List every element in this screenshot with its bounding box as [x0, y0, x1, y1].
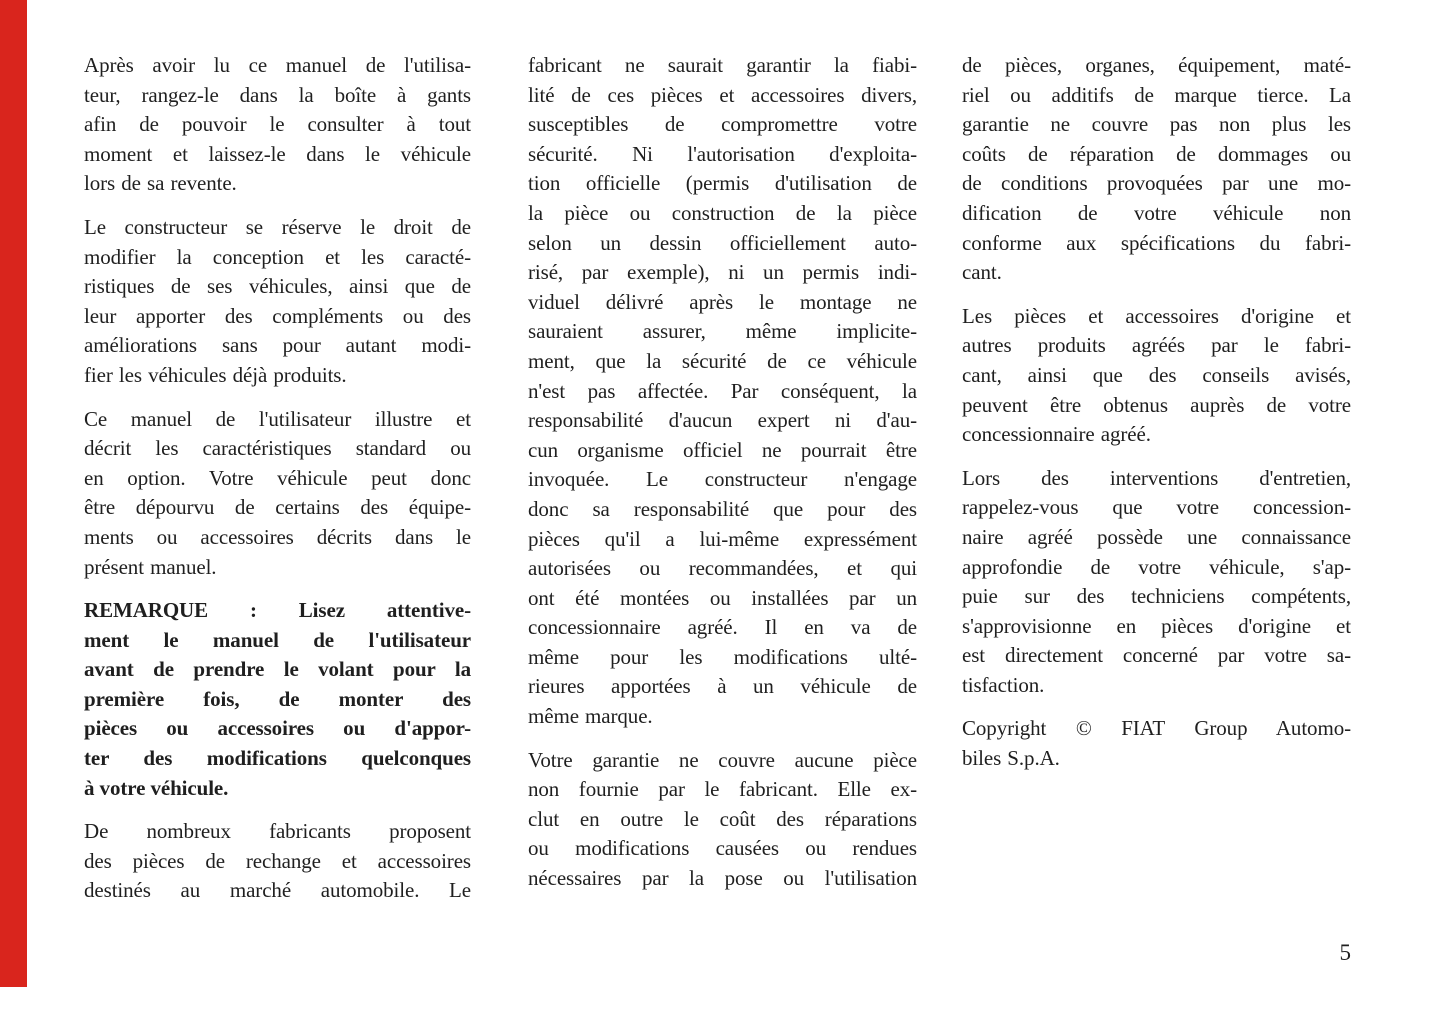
text-line: modifier la conception et les caracté- [84, 244, 471, 269]
text-line: même pour les modifications ulté- [528, 644, 917, 669]
text-line: tion officielle (permis d'utilisation de [528, 171, 917, 196]
text-line: ou modifications causées ou rendues [528, 836, 917, 861]
text-line: des pièces de rechange et accessoires [84, 848, 471, 873]
text-line: tisfaction. [962, 672, 1045, 697]
text-line: la pièce ou construction de la pièce [528, 200, 917, 225]
text-line: riel ou additifs de marque tierce. La [962, 82, 1351, 107]
paragraph [528, 51, 917, 732]
text-line: concessionnaire agréé. Il en va de [528, 615, 917, 640]
text-line: leur apporter des compléments ou des [84, 303, 471, 328]
paragraph [84, 51, 471, 199]
text-line: ment, que la sécurité de ce véhicule [528, 348, 917, 373]
text-line: à votre véhicule. [84, 775, 229, 800]
text-line: rieures apportées à un véhicule de [528, 674, 917, 699]
text-line: approfondie de votre véhicule, s'ap- [962, 554, 1351, 579]
text-line: moment et laissez-le dans le véhicule [84, 141, 471, 166]
text-line: risé, par exemple), ni un permis indi- [528, 260, 917, 285]
column-3 [962, 51, 1351, 788]
text-line: Votre garantie ne couvre aucune pièce [528, 747, 917, 772]
text-line: ment le manuel de l'utilisateur [84, 627, 471, 652]
text-line: rappelez-vous que votre concession- [962, 495, 1351, 520]
text-line: ristiques de ses véhicules, ainsi que de [84, 274, 471, 299]
text-line: ter des modifications quelconques [84, 746, 471, 771]
page-number: 5 [1339, 940, 1351, 965]
text-line: dification de votre véhicule non [962, 200, 1351, 225]
paragraph-note-bold [84, 596, 471, 803]
text-line: autres produits agréés par le fabri- [962, 333, 1351, 358]
text-line: Ce manuel de l'utilisateur illustre et [84, 406, 471, 431]
text-line: en option. Votre véhicule peut donc [84, 465, 471, 490]
text-line: sécurité. Ni l'autorisation d'exploita- [528, 141, 917, 166]
text-line: être dépourvu de certains des équipe- [84, 495, 471, 520]
text-line: fier les véhicules déjà produits. [84, 362, 347, 387]
text-line: invoquée. Le constructeur n'engage [528, 467, 917, 492]
text-line: décrit les caractéristiques standard ou [84, 436, 471, 461]
text-line: Lors des interventions d'entretien, [962, 465, 1351, 490]
text-line: cant. [962, 260, 1002, 285]
text-line: sauraient assurer, même implicite- [528, 319, 917, 344]
text-line: pièces qu'il a lui-même expressément [528, 526, 917, 551]
text-line: non fournie par le fabricant. Elle ex- [528, 777, 917, 802]
text-line: donc sa responsabilité que pour des [528, 496, 917, 521]
text-line: fabricant ne saurait garantir la fiabi- [528, 53, 917, 77]
text-line: viduel délivré après le montage ne [528, 289, 917, 314]
text-line: cant, ainsi que des conseils avisés, [962, 362, 1351, 387]
text-line: teur, rangez-le dans la boîte à gants [84, 82, 471, 107]
paragraph [962, 302, 1351, 450]
text-line: première fois, de monter des [84, 686, 471, 711]
text-line: de conditions provoquées par une mo- [962, 171, 1351, 196]
text-line: concessionnaire agréé. [962, 422, 1151, 447]
text-line: puie sur des techniciens compétents, [962, 584, 1351, 609]
text-line: afin de pouvoir le consulter à tout [84, 112, 471, 137]
text-line: présent manuel. [84, 554, 217, 579]
column-1 [84, 51, 471, 920]
text-line: améliorations sans pour autant modi- [84, 333, 471, 358]
text-line: autorisées ou recommandées, et qui [528, 556, 917, 581]
text-line: lité de ces pièces et accessoires divers, [528, 82, 917, 107]
text-line: clut en outre le coût des réparations [528, 806, 917, 831]
text-line: garantie ne couvre pas non plus les [962, 112, 1351, 137]
text-line: ont été montées ou installées par un [528, 585, 917, 610]
paragraph [84, 817, 471, 906]
paragraph [84, 405, 471, 583]
text-line: est directement concerné par votre sa- [962, 643, 1351, 668]
text-line: n'est pas affectée. Par conséquent, la [528, 378, 917, 403]
text-line: Copyright © FIAT Group Automo- [962, 716, 1351, 741]
text-line: Les pièces et accessoires d'origine et [962, 303, 1351, 328]
text-line: avant de prendre le volant pour la [84, 657, 471, 682]
column-2 [528, 51, 917, 908]
text-line: peuvent être obtenus auprès de votre [962, 392, 1351, 417]
paragraph [962, 714, 1351, 773]
text-line: s'approvisionne en pièces d'origine et [962, 613, 1351, 638]
text-line: REMARQUE : Lisez attentive- [84, 598, 471, 623]
paragraph [962, 464, 1351, 701]
text-line: naire agréé possède une connaissance [962, 524, 1351, 549]
paragraph [84, 213, 471, 391]
text-line: selon un dessin officiellement auto- [528, 230, 917, 255]
text-line: lors de sa revente. [84, 171, 237, 196]
text-line: conforme aux spécifications du fabri- [962, 230, 1351, 255]
text-line: responsabilité d'aucun expert ni d'au- [528, 408, 917, 433]
text-line: susceptibles de compromettre votre [528, 112, 917, 137]
text-line: même marque. [528, 704, 653, 729]
text-line: Après avoir lu ce manuel de l'utilisa- [84, 53, 471, 77]
text-line: pièces ou accessoires ou d'appor- [84, 716, 471, 741]
text-line: coûts de réparation de dommages ou [962, 141, 1351, 166]
text-line: de pièces, organes, équipement, maté- [962, 53, 1351, 77]
paragraph [528, 746, 917, 894]
text-line: destinés au marché automobile. Le [84, 878, 471, 903]
text-line: ments ou accessoires décrits dans le [84, 524, 471, 549]
text-line: De nombreux fabricants proposent [84, 819, 471, 844]
text-line: biles S.p.A. [962, 746, 1060, 771]
text-line: nécessaires par la pose ou l'utilisation [528, 866, 917, 891]
text-line: Le constructeur se réserve le droit de [84, 214, 471, 239]
paragraph [962, 51, 1351, 288]
text-line: cun organisme officiel ne pourrait être [528, 437, 917, 462]
